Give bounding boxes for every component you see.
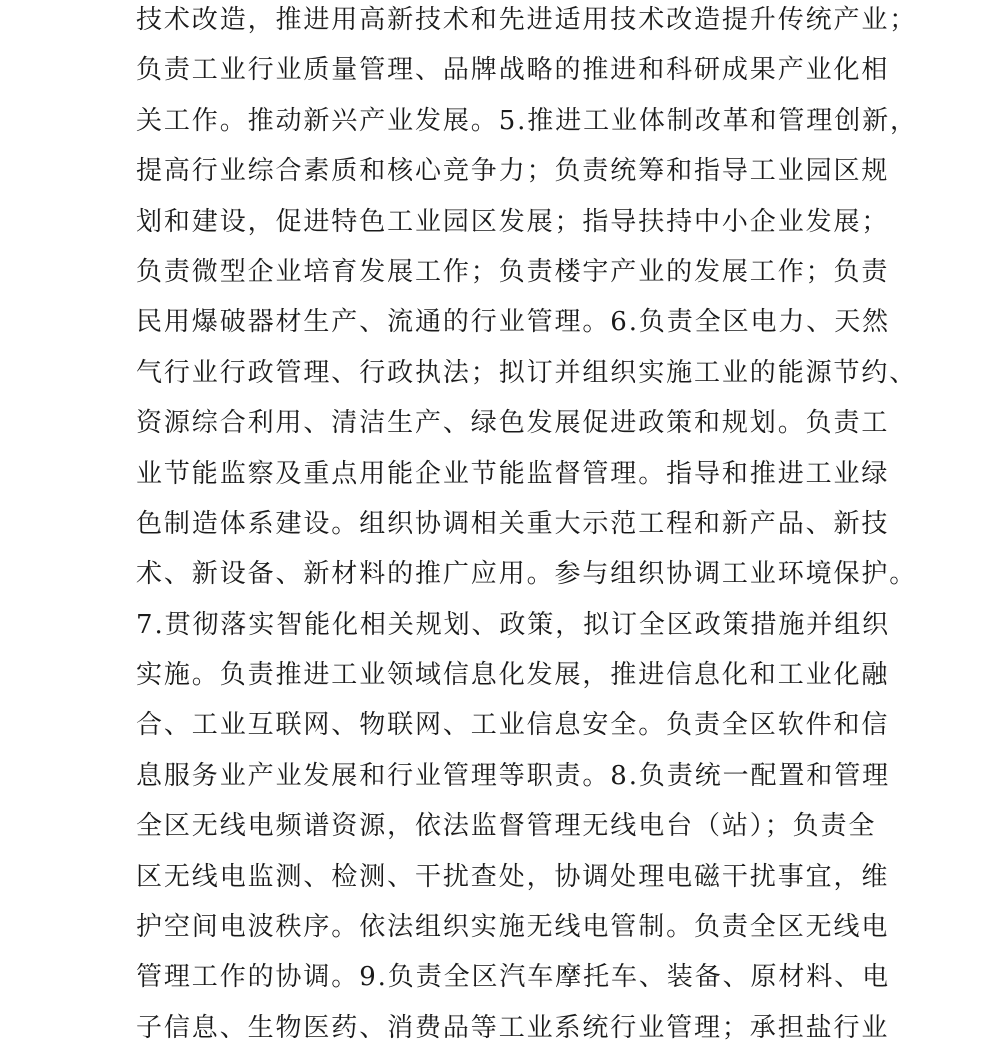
text-line: 子信息、生物医药、消费品等工业系统行业管理；承担盐行业 <box>136 1012 890 1043</box>
text-line: 7.贯彻落实智能化相关规划、政策，拟订全区政策措施并组织 <box>136 609 891 640</box>
text-line: 负责微型企业培育发展工作；负责楼宇产业的发展工作；负责 <box>136 256 890 287</box>
text-line: 色制造体系建设。组织协调相关重大示范工程和新产品、新技 <box>136 508 890 539</box>
text-line: 技术改造，推进用高新技术和先进适用技术改造提升传统产业； <box>136 5 918 35</box>
text-line: 气行业行政管理、行政执法；拟订并组织实施工业的能源节约、 <box>136 357 918 388</box>
text-line: 提高行业综合素质和核心竞争力；负责统筹和指导工业园区规 <box>136 156 890 187</box>
text-line: 民用爆破器材生产、流通的行业管理。6.负责全区电力、天然 <box>136 307 891 338</box>
text-line: 划和建设，促进特色工业园区发展；指导扶持中小企业发展； <box>136 206 890 237</box>
text-line: 关工作。推动新兴产业发展。5.推进工业体制改革和管理创新， <box>136 105 918 136</box>
text-line: 全区无线电频谱资源，依法监督管理无线电台（站）；负责全 <box>136 811 877 842</box>
text-line: 管理工作的协调。9.负责全区汽车摩托车、装备、原材料、电 <box>136 962 891 993</box>
text-line: 护空间电波秩序。依法组织实施无线电管制。负责全区无线电 <box>136 912 890 943</box>
body-text <box>136 0 918 1058</box>
text-line: 负责工业行业质量管理、品牌战略的推进和科研成果产业化相 <box>136 55 890 86</box>
text-line: 实施。负责推进工业领域信息化发展，推进信息化和工业化融 <box>136 660 890 691</box>
text-line: 资源综合利用、清洁生产、绿色发展促进政策和规划。负责工 <box>136 408 890 439</box>
text-line: 业节能监察及重点用能企业节能监督管理。指导和推进工业绿 <box>136 458 890 489</box>
text-line: 术、新设备、新材料的推广应用。参与组织协调工业环境保护。 <box>136 559 918 590</box>
text-line: 合、工业互联网、物联网、工业信息安全。负责全区软件和信 <box>136 710 890 741</box>
text-line: 息服务业产业发展和行业管理等职责。8.负责统一配置和管理 <box>136 760 891 791</box>
text-line: 区无线电监测、检测、干扰查处，协调处理电磁干扰事宜，维 <box>136 861 890 892</box>
